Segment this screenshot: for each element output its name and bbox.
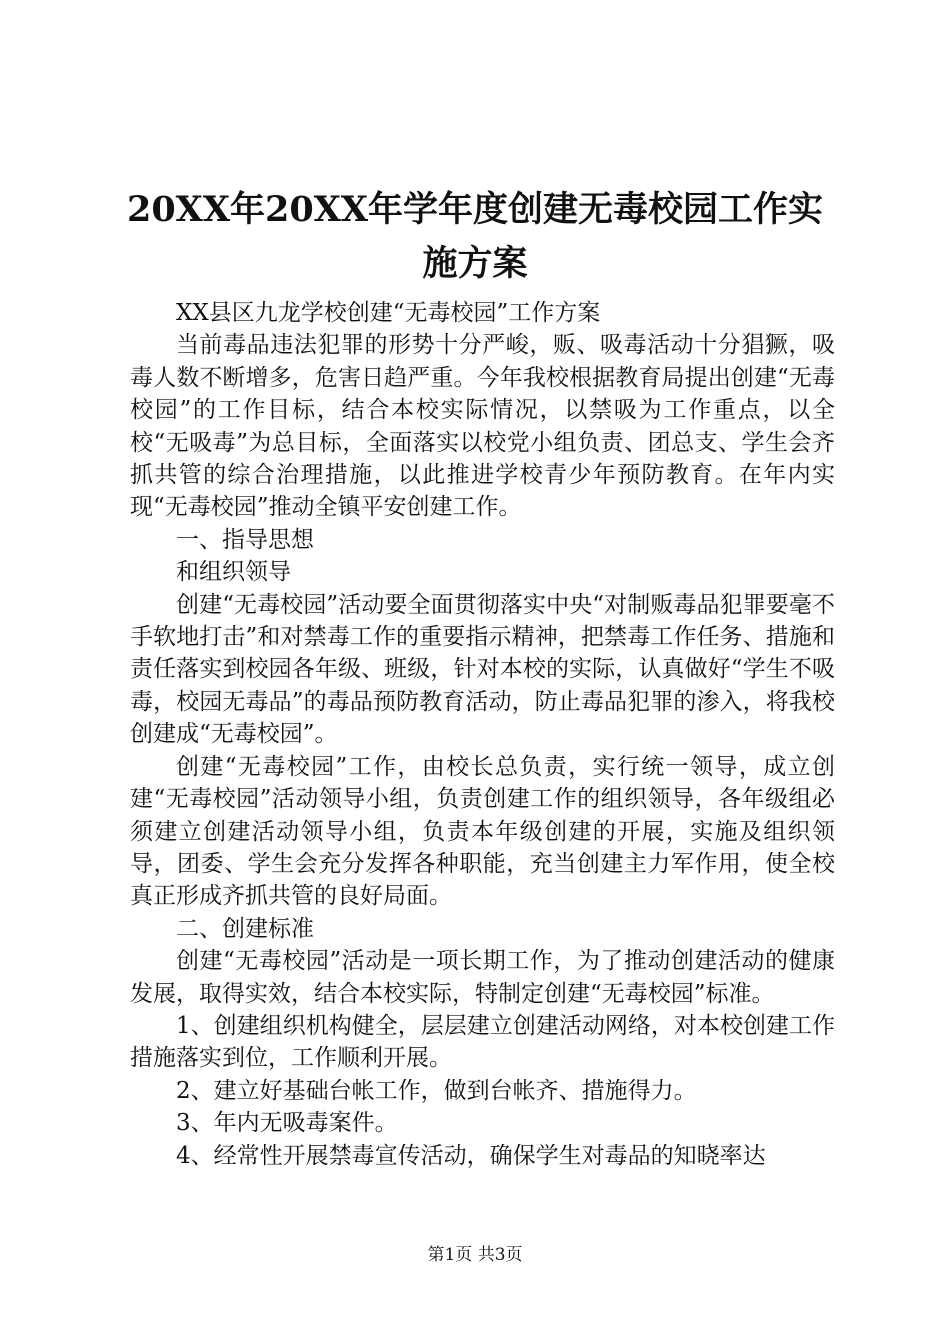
document-title: 20XX年20XX年学年度创建无毒校园工作实施方案 [126, 189, 824, 284]
paragraph-leadership: 创建“无毒校园”工作，由校长总负责，实行统一领导，成立创建“无毒校园”活动领导小组，负责创建工作的组织领导，各年级组必须建立创建活动领导小组，负责本年级创建的开展，实施及组织领导，团委、学生会充分发挥各种职能，充当创建主力军作用，使全校真正形成齐抓共管的良好局面。 [130, 753, 835, 910]
page-footer: 第1页 共3页 [427, 1245, 523, 1265]
paragraph-guiding: 创建“无毒校园”活动要全面贯彻落实中央“对制贩毒品犯罪要毫不手软地打击”和对禁毒工作的重要指示精神，把禁毒工作任务、措施和责任落实到校园各年级、班级，针对本校的实际，认真做好“学生不吸毒，校园无毒品”的毒品预防教育活动，防止毒品犯罪的渗入，将我校创建成“无毒校园”。 [130, 591, 835, 748]
paragraph-subtitle: XX县区九龙学校创建“无毒校园”工作方案 [176, 300, 601, 326]
list-item-4: 4、经常性开展禁毒宣传活动，确保学生对毒品的知晓率达 [176, 1142, 766, 1169]
heading-standards: 二、创建标准 [176, 915, 314, 942]
document-body [130, 297, 835, 1172]
paragraph-standards: 创建“无毒校园”活动是一项长期工作，为了推动创建活动的健康发展，取得实效，结合本校实际，特制定创建“无毒校园”标准。 [130, 948, 835, 1007]
paragraph-intro: 当前毒品违法犯罪的形势十分严峻，贩、吸毒活动十分猖獗，吸毒人数不断增多，危害日趋严重。今年我校根据教育局提出创建“无毒校园”的工作目标，结合本校实际情况，以禁吸为工作重点，以全校“无吸毒”为总目标，全面落实以校党小组负责、团总支、学生会齐抓共管的综合治理措施，以此推进学校青少年预防教育。在年内实现“无毒校园”推动全镇平安创建工作。 [130, 332, 835, 521]
heading-guiding-thought: 一、指导思想 [176, 526, 314, 553]
list-item-1: 1、创建组织机构健全，层层建立创建活动网络，对本校创建工作措施落实到位，工作顺利开展。 [130, 1012, 835, 1072]
list-item-3: 3、年内无吸毒案件。 [176, 1110, 398, 1137]
heading-organization: 和组织领导 [176, 559, 291, 586]
list-item-2: 2、建立好基础台帐工作，做到台帐齐、措施得力。 [176, 1077, 697, 1104]
